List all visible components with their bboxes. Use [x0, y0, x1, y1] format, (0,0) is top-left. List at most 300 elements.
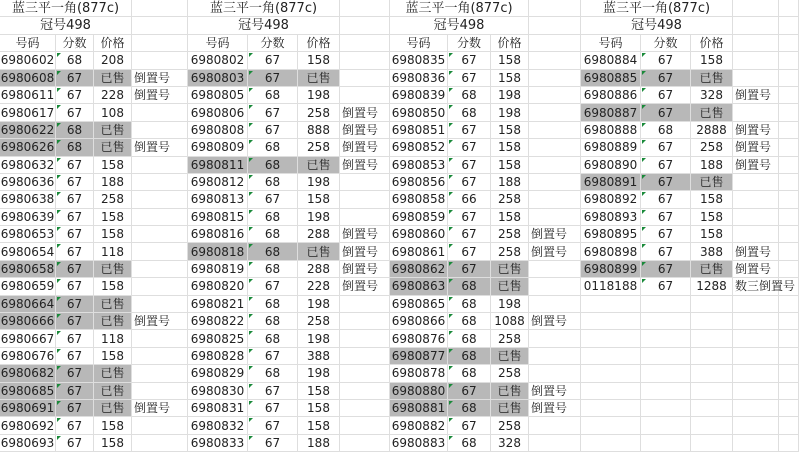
cell[interactable] — [779, 0, 799, 17]
price-cell[interactable]: 已售 — [94, 261, 132, 278]
cell[interactable] — [581, 417, 641, 434]
cell[interactable] — [779, 383, 799, 400]
serial-number-cell[interactable]: 6980813 — [188, 191, 248, 208]
score-cell[interactable]: 67 — [56, 365, 94, 382]
cell[interactable] — [340, 209, 390, 226]
score-cell[interactable]: 67 — [641, 261, 691, 278]
cell[interactable] — [779, 348, 799, 365]
score-cell[interactable]: 67 — [248, 383, 298, 400]
serial-number-cell[interactable]: 6980639 — [0, 209, 56, 226]
cell[interactable] — [529, 261, 581, 278]
cell[interactable] — [641, 383, 691, 400]
price-cell[interactable]: 158 — [94, 417, 132, 434]
price-cell[interactable]: 108 — [94, 104, 132, 121]
price-cell[interactable]: 388 — [298, 348, 340, 365]
cell[interactable] — [691, 435, 733, 452]
cell[interactable] — [132, 261, 188, 278]
score-cell[interactable]: 68 — [248, 174, 298, 191]
cell[interactable] — [733, 226, 779, 243]
cell[interactable] — [779, 400, 799, 417]
price-cell[interactable]: 158 — [491, 157, 529, 174]
score-cell[interactable]: 68 — [448, 435, 491, 452]
cell[interactable] — [733, 191, 779, 208]
price-cell[interactable]: 258 — [491, 330, 529, 347]
score-cell[interactable]: 68 — [448, 400, 491, 417]
cell[interactable] — [529, 296, 581, 313]
serial-number-cell[interactable]: 6980881 — [390, 400, 448, 417]
score-cell[interactable]: 67 — [448, 209, 491, 226]
price-cell[interactable]: 258 — [298, 313, 340, 330]
column-header[interactable]: 分数 — [56, 35, 94, 52]
cell[interactable] — [340, 296, 390, 313]
score-cell[interactable]: 67 — [448, 243, 491, 260]
serial-number-cell[interactable]: 6980682 — [0, 365, 56, 382]
cell[interactable] — [733, 174, 779, 191]
price-cell[interactable]: 158 — [94, 435, 132, 452]
serial-number-cell[interactable]: 6980815 — [188, 209, 248, 226]
price-cell[interactable]: 158 — [298, 400, 340, 417]
price-cell[interactable]: 258 — [691, 139, 733, 156]
price-cell[interactable]: 188 — [94, 174, 132, 191]
cell[interactable] — [733, 330, 779, 347]
cell[interactable] — [529, 104, 581, 121]
cell[interactable] — [132, 226, 188, 243]
serial-number-cell[interactable]: 6980856 — [390, 174, 448, 191]
price-cell[interactable]: 288 — [298, 261, 340, 278]
cell[interactable] — [581, 296, 641, 313]
cell[interactable] — [581, 400, 641, 417]
cell[interactable] — [340, 435, 390, 452]
price-cell[interactable]: 1088 — [491, 313, 529, 330]
price-cell[interactable]: 198 — [298, 365, 340, 382]
score-cell[interactable]: 67 — [248, 400, 298, 417]
cell[interactable] — [340, 87, 390, 104]
serial-number-cell[interactable]: 6980816 — [188, 226, 248, 243]
serial-number-cell[interactable]: 6980667 — [0, 330, 56, 347]
score-cell[interactable]: 67 — [56, 348, 94, 365]
cell[interactable] — [691, 400, 733, 417]
cell[interactable] — [132, 52, 188, 69]
serial-number-cell[interactable]: 6980811 — [188, 157, 248, 174]
serial-number-cell[interactable]: 6980891 — [581, 174, 641, 191]
price-cell[interactable]: 208 — [94, 52, 132, 69]
cell[interactable] — [779, 365, 799, 382]
score-cell[interactable]: 67 — [448, 70, 491, 87]
price-cell[interactable]: 258 — [491, 243, 529, 260]
cell[interactable] — [340, 35, 390, 52]
cell[interactable] — [779, 17, 799, 34]
score-cell[interactable]: 67 — [448, 383, 491, 400]
serial-number-cell[interactable]: 6980664 — [0, 296, 56, 313]
score-cell[interactable]: 68 — [248, 313, 298, 330]
serial-number-cell[interactable]: 6980653 — [0, 226, 56, 243]
serial-number-cell[interactable]: 6980666 — [0, 313, 56, 330]
block-title[interactable]: 蓝三平一角(877c) — [390, 0, 529, 17]
score-cell[interactable]: 67 — [448, 174, 491, 191]
cell[interactable] — [691, 348, 733, 365]
price-cell[interactable]: 118 — [94, 243, 132, 260]
cell[interactable] — [779, 226, 799, 243]
score-cell[interactable]: 67 — [248, 278, 298, 295]
note-cell[interactable]: 倒置号 — [132, 313, 188, 330]
cell[interactable] — [779, 417, 799, 434]
cell[interactable] — [641, 348, 691, 365]
cell[interactable] — [641, 400, 691, 417]
serial-number-cell[interactable]: 6980899 — [581, 261, 641, 278]
score-cell[interactable]: 67 — [248, 104, 298, 121]
price-cell[interactable]: 158 — [491, 70, 529, 87]
score-cell[interactable]: 67 — [641, 226, 691, 243]
score-cell[interactable]: 67 — [641, 70, 691, 87]
score-cell[interactable]: 67 — [56, 261, 94, 278]
cell[interactable] — [132, 278, 188, 295]
price-cell[interactable]: 158 — [691, 209, 733, 226]
price-cell[interactable]: 888 — [298, 122, 340, 139]
score-cell[interactable]: 68 — [248, 243, 298, 260]
score-cell[interactable]: 68 — [248, 157, 298, 174]
serial-number-cell[interactable]: 6980866 — [390, 313, 448, 330]
block-subtitle[interactable]: 冠号498 — [0, 17, 132, 34]
cell[interactable] — [132, 243, 188, 260]
price-cell[interactable]: 228 — [94, 87, 132, 104]
score-cell[interactable]: 67 — [448, 157, 491, 174]
serial-number-cell[interactable]: 6980888 — [581, 122, 641, 139]
score-cell[interactable]: 68 — [448, 348, 491, 365]
cell[interactable] — [529, 191, 581, 208]
score-cell[interactable]: 67 — [56, 70, 94, 87]
cell[interactable] — [529, 52, 581, 69]
serial-number-cell[interactable]: 6980829 — [188, 365, 248, 382]
serial-number-cell[interactable]: 6980850 — [390, 104, 448, 121]
score-cell[interactable]: 67 — [248, 348, 298, 365]
cell[interactable] — [733, 17, 779, 34]
serial-number-cell[interactable]: 6980622 — [0, 122, 56, 139]
price-cell[interactable]: 258 — [491, 365, 529, 382]
price-cell[interactable]: 2888 — [691, 122, 733, 139]
note-cell[interactable]: 倒置号 — [529, 313, 581, 330]
score-cell[interactable]: 67 — [56, 226, 94, 243]
price-cell[interactable]: 已售 — [491, 348, 529, 365]
serial-number-cell[interactable]: 6980886 — [581, 87, 641, 104]
score-cell[interactable]: 67 — [448, 226, 491, 243]
note-cell[interactable]: 倒置号 — [529, 383, 581, 400]
cell[interactable] — [733, 313, 779, 330]
cell[interactable] — [581, 365, 641, 382]
price-cell[interactable]: 328 — [491, 435, 529, 452]
block-subtitle[interactable]: 冠号498 — [188, 17, 340, 34]
cell[interactable] — [691, 417, 733, 434]
cell[interactable] — [132, 417, 188, 434]
score-cell[interactable]: 68 — [248, 226, 298, 243]
serial-number-cell[interactable]: 6980825 — [188, 330, 248, 347]
score-cell[interactable]: 67 — [56, 104, 94, 121]
score-cell[interactable]: 67 — [56, 417, 94, 434]
block-title[interactable]: 蓝三平一角(877c) — [581, 0, 733, 17]
price-cell[interactable]: 已售 — [94, 139, 132, 156]
cell[interactable] — [691, 296, 733, 313]
price-cell[interactable]: 已售 — [491, 383, 529, 400]
column-header[interactable]: 价格 — [94, 35, 132, 52]
cell[interactable] — [340, 191, 390, 208]
score-cell[interactable]: 67 — [248, 435, 298, 452]
cell[interactable] — [132, 365, 188, 382]
price-cell[interactable]: 158 — [691, 52, 733, 69]
cell[interactable] — [641, 435, 691, 452]
cell[interactable] — [340, 313, 390, 330]
serial-number-cell[interactable]: 6980626 — [0, 139, 56, 156]
cell[interactable] — [340, 348, 390, 365]
serial-number-cell[interactable]: 6980863 — [390, 278, 448, 295]
score-cell[interactable]: 67 — [248, 70, 298, 87]
price-cell[interactable]: 已售 — [298, 243, 340, 260]
score-cell[interactable]: 68 — [448, 365, 491, 382]
serial-number-cell[interactable]: 6980828 — [188, 348, 248, 365]
price-cell[interactable]: 已售 — [691, 261, 733, 278]
price-cell[interactable]: 158 — [298, 191, 340, 208]
cell[interactable] — [733, 365, 779, 382]
price-cell[interactable]: 258 — [94, 191, 132, 208]
price-cell[interactable]: 已售 — [691, 104, 733, 121]
cell[interactable] — [779, 122, 799, 139]
cell[interactable] — [733, 52, 779, 69]
score-cell[interactable]: 67 — [56, 383, 94, 400]
price-cell[interactable]: 已售 — [691, 70, 733, 87]
score-cell[interactable]: 67 — [56, 243, 94, 260]
note-cell[interactable]: 倒置号 — [733, 157, 779, 174]
serial-number-cell[interactable]: 6980889 — [581, 139, 641, 156]
price-cell[interactable]: 1288 — [691, 278, 733, 295]
cell[interactable] — [529, 87, 581, 104]
block-subtitle[interactable]: 冠号498 — [581, 17, 733, 34]
block-subtitle[interactable]: 冠号498 — [390, 17, 529, 34]
price-cell[interactable]: 288 — [298, 226, 340, 243]
price-cell[interactable]: 158 — [491, 139, 529, 156]
cell[interactable] — [779, 139, 799, 156]
cell[interactable] — [132, 348, 188, 365]
price-cell[interactable]: 198 — [298, 87, 340, 104]
price-cell[interactable]: 已售 — [298, 157, 340, 174]
score-cell[interactable]: 67 — [56, 296, 94, 313]
serial-number-cell[interactable]: 6980632 — [0, 157, 56, 174]
cell[interactable] — [733, 70, 779, 87]
serial-number-cell[interactable]: 6980858 — [390, 191, 448, 208]
score-cell[interactable]: 68 — [56, 139, 94, 156]
score-cell[interactable]: 68 — [248, 209, 298, 226]
serial-number-cell[interactable]: 6980851 — [390, 122, 448, 139]
serial-number-cell[interactable]: 6980836 — [390, 70, 448, 87]
score-cell[interactable]: 67 — [448, 261, 491, 278]
note-cell[interactable]: 倒置号 — [340, 139, 390, 156]
score-cell[interactable]: 68 — [56, 52, 94, 69]
cell[interactable] — [529, 330, 581, 347]
price-cell[interactable]: 188 — [691, 157, 733, 174]
serial-number-cell[interactable]: 6980895 — [581, 226, 641, 243]
score-cell[interactable]: 67 — [641, 139, 691, 156]
note-cell[interactable]: 倒置号 — [733, 87, 779, 104]
serial-number-cell[interactable]: 6980693 — [0, 435, 56, 452]
price-cell[interactable]: 198 — [491, 104, 529, 121]
serial-number-cell[interactable]: 6980883 — [390, 435, 448, 452]
cell[interactable] — [132, 174, 188, 191]
cell[interactable] — [691, 383, 733, 400]
cell[interactable] — [340, 70, 390, 87]
price-cell[interactable]: 158 — [94, 226, 132, 243]
serial-number-cell[interactable]: 6980658 — [0, 261, 56, 278]
cell[interactable] — [641, 296, 691, 313]
cell[interactable] — [529, 0, 581, 17]
cell[interactable] — [529, 348, 581, 365]
cell[interactable] — [529, 35, 581, 52]
price-cell[interactable]: 已售 — [491, 261, 529, 278]
serial-number-cell[interactable]: 6980602 — [0, 52, 56, 69]
serial-number-cell[interactable]: 6980835 — [390, 52, 448, 69]
note-cell[interactable]: 倒置号 — [132, 87, 188, 104]
score-cell[interactable]: 67 — [56, 174, 94, 191]
price-cell[interactable]: 158 — [94, 157, 132, 174]
score-cell[interactable]: 68 — [448, 278, 491, 295]
price-cell[interactable]: 158 — [491, 52, 529, 69]
serial-number-cell[interactable]: 6980853 — [390, 157, 448, 174]
cell[interactable] — [733, 104, 779, 121]
cell[interactable] — [340, 330, 390, 347]
cell[interactable] — [691, 330, 733, 347]
note-cell[interactable]: 倒置号 — [529, 226, 581, 243]
cell[interactable] — [529, 417, 581, 434]
price-cell[interactable]: 158 — [94, 348, 132, 365]
cell[interactable] — [529, 365, 581, 382]
column-header[interactable]: 价格 — [491, 35, 529, 52]
score-cell[interactable]: 67 — [641, 157, 691, 174]
price-cell[interactable]: 已售 — [94, 70, 132, 87]
score-cell[interactable]: 67 — [56, 87, 94, 104]
note-cell[interactable]: 倒置号 — [340, 226, 390, 243]
serial-number-cell[interactable]: 6980890 — [581, 157, 641, 174]
serial-number-cell[interactable]: 6980812 — [188, 174, 248, 191]
serial-number-cell[interactable]: 6980636 — [0, 174, 56, 191]
note-cell[interactable]: 倒置号 — [132, 139, 188, 156]
serial-number-cell[interactable]: 6980805 — [188, 87, 248, 104]
score-cell[interactable]: 67 — [641, 174, 691, 191]
cell[interactable] — [733, 383, 779, 400]
cell[interactable] — [581, 435, 641, 452]
cell[interactable] — [340, 17, 390, 34]
cell[interactable] — [733, 435, 779, 452]
serial-number-cell[interactable]: 6980861 — [390, 243, 448, 260]
column-header[interactable]: 价格 — [691, 35, 733, 52]
cell[interactable] — [132, 191, 188, 208]
cell[interactable] — [581, 313, 641, 330]
score-cell[interactable]: 67 — [56, 400, 94, 417]
cell[interactable] — [340, 52, 390, 69]
price-cell[interactable]: 198 — [491, 87, 529, 104]
column-header[interactable]: 号码 — [0, 35, 56, 52]
score-cell[interactable]: 67 — [56, 157, 94, 174]
cell[interactable] — [132, 209, 188, 226]
cell[interactable] — [529, 139, 581, 156]
cell[interactable] — [691, 313, 733, 330]
cell[interactable] — [641, 313, 691, 330]
cell[interactable] — [529, 17, 581, 34]
serial-number-cell[interactable]: 6980833 — [188, 435, 248, 452]
cell[interactable] — [779, 261, 799, 278]
serial-number-cell[interactable]: 6980892 — [581, 191, 641, 208]
cell[interactable] — [733, 400, 779, 417]
price-cell[interactable]: 已售 — [491, 400, 529, 417]
serial-number-cell[interactable]: 6980676 — [0, 348, 56, 365]
cell[interactable] — [691, 365, 733, 382]
price-cell[interactable]: 已售 — [691, 174, 733, 191]
price-cell[interactable]: 198 — [298, 330, 340, 347]
serial-number-cell[interactable]: 6980885 — [581, 70, 641, 87]
cell[interactable] — [733, 348, 779, 365]
cell[interactable] — [132, 296, 188, 313]
cell[interactable] — [779, 435, 799, 452]
score-cell[interactable]: 68 — [248, 261, 298, 278]
cell[interactable] — [733, 417, 779, 434]
note-cell[interactable]: 倒置号 — [340, 278, 390, 295]
score-cell[interactable]: 67 — [641, 52, 691, 69]
cell[interactable] — [340, 365, 390, 382]
price-cell[interactable]: 198 — [298, 209, 340, 226]
block-title[interactable]: 蓝三平一角(877c) — [188, 0, 340, 17]
serial-number-cell[interactable]: 6980608 — [0, 70, 56, 87]
serial-number-cell[interactable]: 6980852 — [390, 139, 448, 156]
note-cell[interactable]: 倒置号 — [529, 400, 581, 417]
column-header[interactable]: 号码 — [581, 35, 641, 52]
cell[interactable] — [581, 330, 641, 347]
serial-number-cell[interactable]: 6980832 — [188, 417, 248, 434]
cell[interactable] — [779, 35, 799, 52]
cell[interactable] — [132, 383, 188, 400]
cell[interactable] — [340, 0, 390, 17]
price-cell[interactable]: 158 — [94, 209, 132, 226]
score-cell[interactable]: 67 — [448, 52, 491, 69]
cell[interactable] — [779, 70, 799, 87]
cell[interactable] — [132, 0, 188, 17]
price-cell[interactable]: 158 — [691, 226, 733, 243]
score-cell[interactable]: 67 — [641, 278, 691, 295]
serial-number-cell[interactable]: 6980822 — [188, 313, 248, 330]
note-cell[interactable]: 数三倒置号 — [733, 278, 779, 295]
serial-number-cell[interactable]: 6980638 — [0, 191, 56, 208]
price-cell[interactable]: 已售 — [94, 400, 132, 417]
block-title[interactable]: 蓝三平一角(877c) — [0, 0, 132, 17]
serial-number-cell[interactable]: 6980831 — [188, 400, 248, 417]
cell[interactable] — [529, 122, 581, 139]
note-cell[interactable]: 倒置号 — [340, 104, 390, 121]
column-header[interactable]: 分数 — [248, 35, 298, 52]
cell[interactable] — [132, 104, 188, 121]
price-cell[interactable]: 158 — [691, 191, 733, 208]
price-cell[interactable]: 已售 — [94, 313, 132, 330]
score-cell[interactable]: 67 — [56, 313, 94, 330]
serial-number-cell[interactable]: 6980821 — [188, 296, 248, 313]
serial-number-cell[interactable]: 6980893 — [581, 209, 641, 226]
serial-number-cell[interactable]: 6980884 — [581, 52, 641, 69]
price-cell[interactable]: 158 — [298, 383, 340, 400]
score-cell[interactable]: 68 — [248, 87, 298, 104]
note-cell[interactable]: 倒置号 — [529, 243, 581, 260]
cell[interactable] — [779, 296, 799, 313]
score-cell[interactable]: 67 — [641, 209, 691, 226]
price-cell[interactable]: 198 — [298, 296, 340, 313]
note-cell[interactable]: 倒置号 — [340, 261, 390, 278]
column-header[interactable]: 分数 — [448, 35, 491, 52]
column-header[interactable]: 号码 — [188, 35, 248, 52]
price-cell[interactable]: 已售 — [491, 278, 529, 295]
serial-number-cell[interactable]: 6980659 — [0, 278, 56, 295]
score-cell[interactable]: 67 — [641, 87, 691, 104]
